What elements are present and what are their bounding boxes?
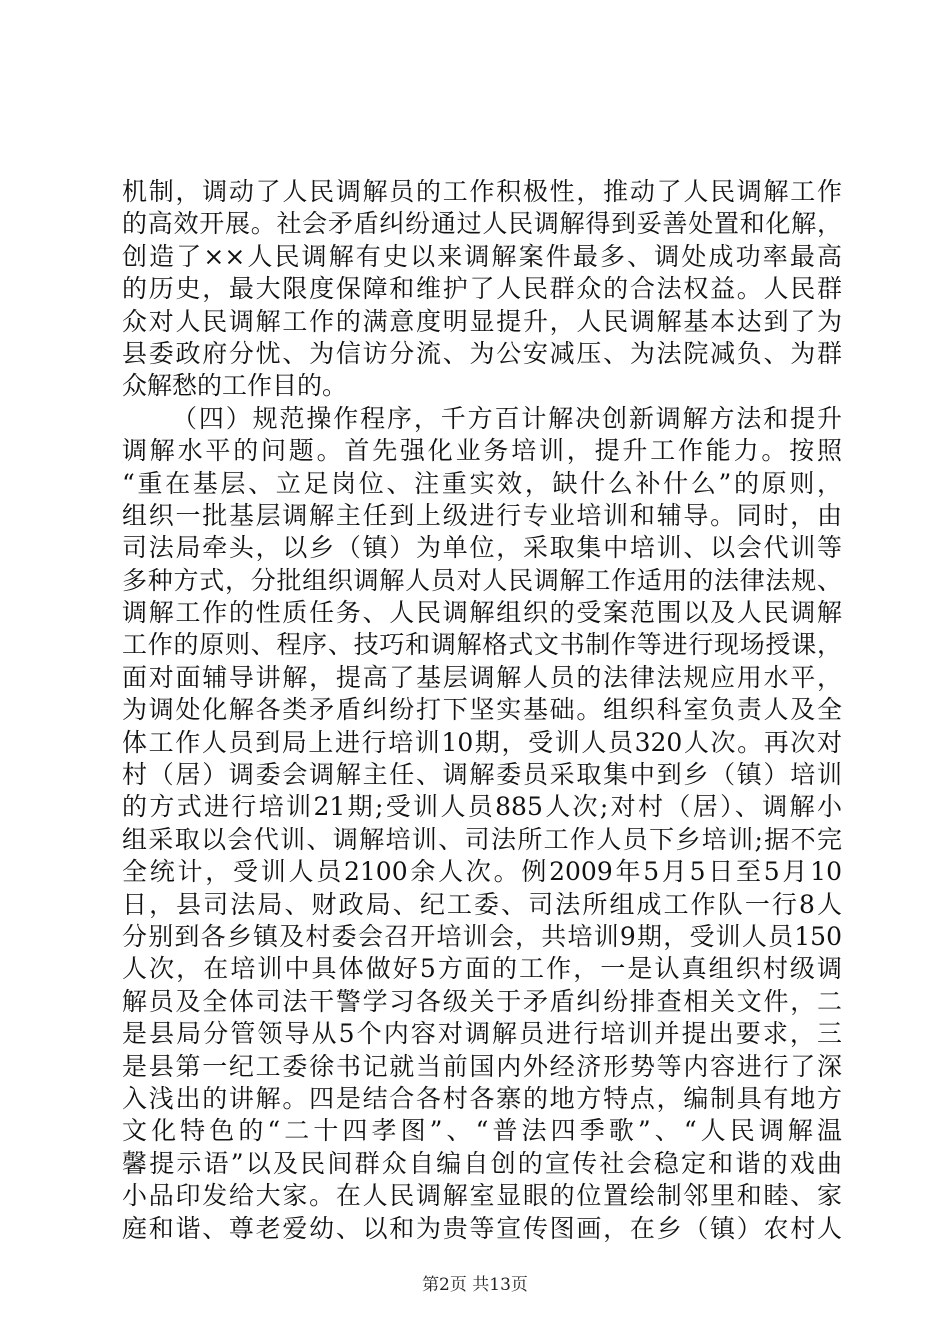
- text-line: 调解工作的性质任务、人民调解组织的受案范围以及人民调解: [122, 598, 842, 628]
- text-line: 全统计，受训人员2100余人次。例2009年5月5日至5月10: [122, 857, 842, 887]
- text-line: 的方式进行培训21期;受训人员885人次;对村（居）、调解小: [122, 792, 842, 822]
- text-line: 文化特色的“二十四孝图”、“普法四季歌”、“人民调解温: [122, 1116, 842, 1146]
- text-line: 县委政府分忧、为信访分流、为公安减压、为法院减负、为群: [122, 338, 842, 368]
- text-line: 日，县司法局、财政局、纪工委、司法所组成工作队一行8人: [122, 889, 842, 919]
- text-line: 众对人民调解工作的满意度明显提升，人民调解基本达到了为: [122, 306, 842, 336]
- text-line: 组采取以会代训、调解培训、司法所工作人员下乡培训;据不完: [122, 824, 842, 854]
- text-line: 体工作人员到局上进行培训10期，受训人员320人次。再次对: [122, 727, 842, 757]
- text-line: 分别到各乡镇及村委会召开培训会，共培训9期，受训人员150: [122, 921, 842, 951]
- text-line: 创造了××人民调解有史以来调解案件最多、调处成功率最高: [122, 241, 842, 271]
- text-line: （四）规范操作程序，千方百计解决创新调解方法和提升: [172, 403, 842, 433]
- text-line: 的历史，最大限度保障和维护了人民群众的合法权益。人民群: [122, 274, 842, 304]
- text-line: 的高效开展。社会矛盾纠纷通过人民调解得到妥善处置和化解，: [122, 209, 842, 239]
- text-line: 组织一批基层调解主任到上级进行专业培训和辅导。同时，由: [122, 500, 842, 530]
- text-line: 面对面辅导讲解，提高了基层调解人员的法律法规应用水平，: [122, 662, 842, 692]
- text-line: 入浅出的讲解。四是结合各村各寨的地方特点，编制具有地方: [122, 1083, 842, 1113]
- page-footer: 第2页 共13页: [422, 1275, 528, 1295]
- text-line: 庭和谐、尊老爱幼、以和为贵等宣传图画，在乡（镇）农村人: [122, 1213, 842, 1243]
- text-line: 小品印发给大家。在人民调解室显眼的位置绘制邻里和睦、家: [122, 1181, 842, 1211]
- text-line: 司法局牵头，以乡（镇）为单位，采取集中培训、以会代训等: [122, 533, 842, 563]
- text-line: 调解水平的问题。首先强化业务培训，提升工作能力。按照: [122, 436, 842, 466]
- text-line: 是县局分管领导从5个内容对调解员进行培训并提出要求，三: [122, 1019, 842, 1049]
- text-line: 解员及全体司法干警学习各级关于矛盾纠纷排查相关文件，二: [122, 986, 842, 1016]
- text-line: 为调处化解各类矛盾纠纷打下坚实基础。组织科室负责人及全: [122, 695, 842, 725]
- body-text: [122, 176, 842, 1245]
- text-line: 众解愁的工作目的。: [122, 371, 348, 401]
- text-line: 人次，在培训中具体做好5方面的工作，一是认真组织村级调: [122, 954, 842, 984]
- text-line: 馨提示语”以及民间群众自编自创的宣传社会稳定和谐的戏曲: [122, 1148, 842, 1178]
- text-line: 村（居）调委会调解主任、调解委员采取集中到乡（镇）培训: [122, 760, 842, 790]
- text-line: 工作的原则、程序、技巧和调解格式文书制作等进行现场授课，: [122, 630, 842, 660]
- text-line: 多种方式，分批组织调解人员对人民调解工作适用的法律法规、: [122, 565, 842, 595]
- text-line: 是县第一纪工委徐书记就当前国内外经济形势等内容进行了深: [122, 1051, 842, 1081]
- text-line: 机制，调动了人民调解员的工作积极性，推动了人民调解工作: [122, 177, 842, 206]
- text-line: “重在基层、立足岗位、注重实效，缺什么补什么”的原则，: [122, 468, 842, 498]
